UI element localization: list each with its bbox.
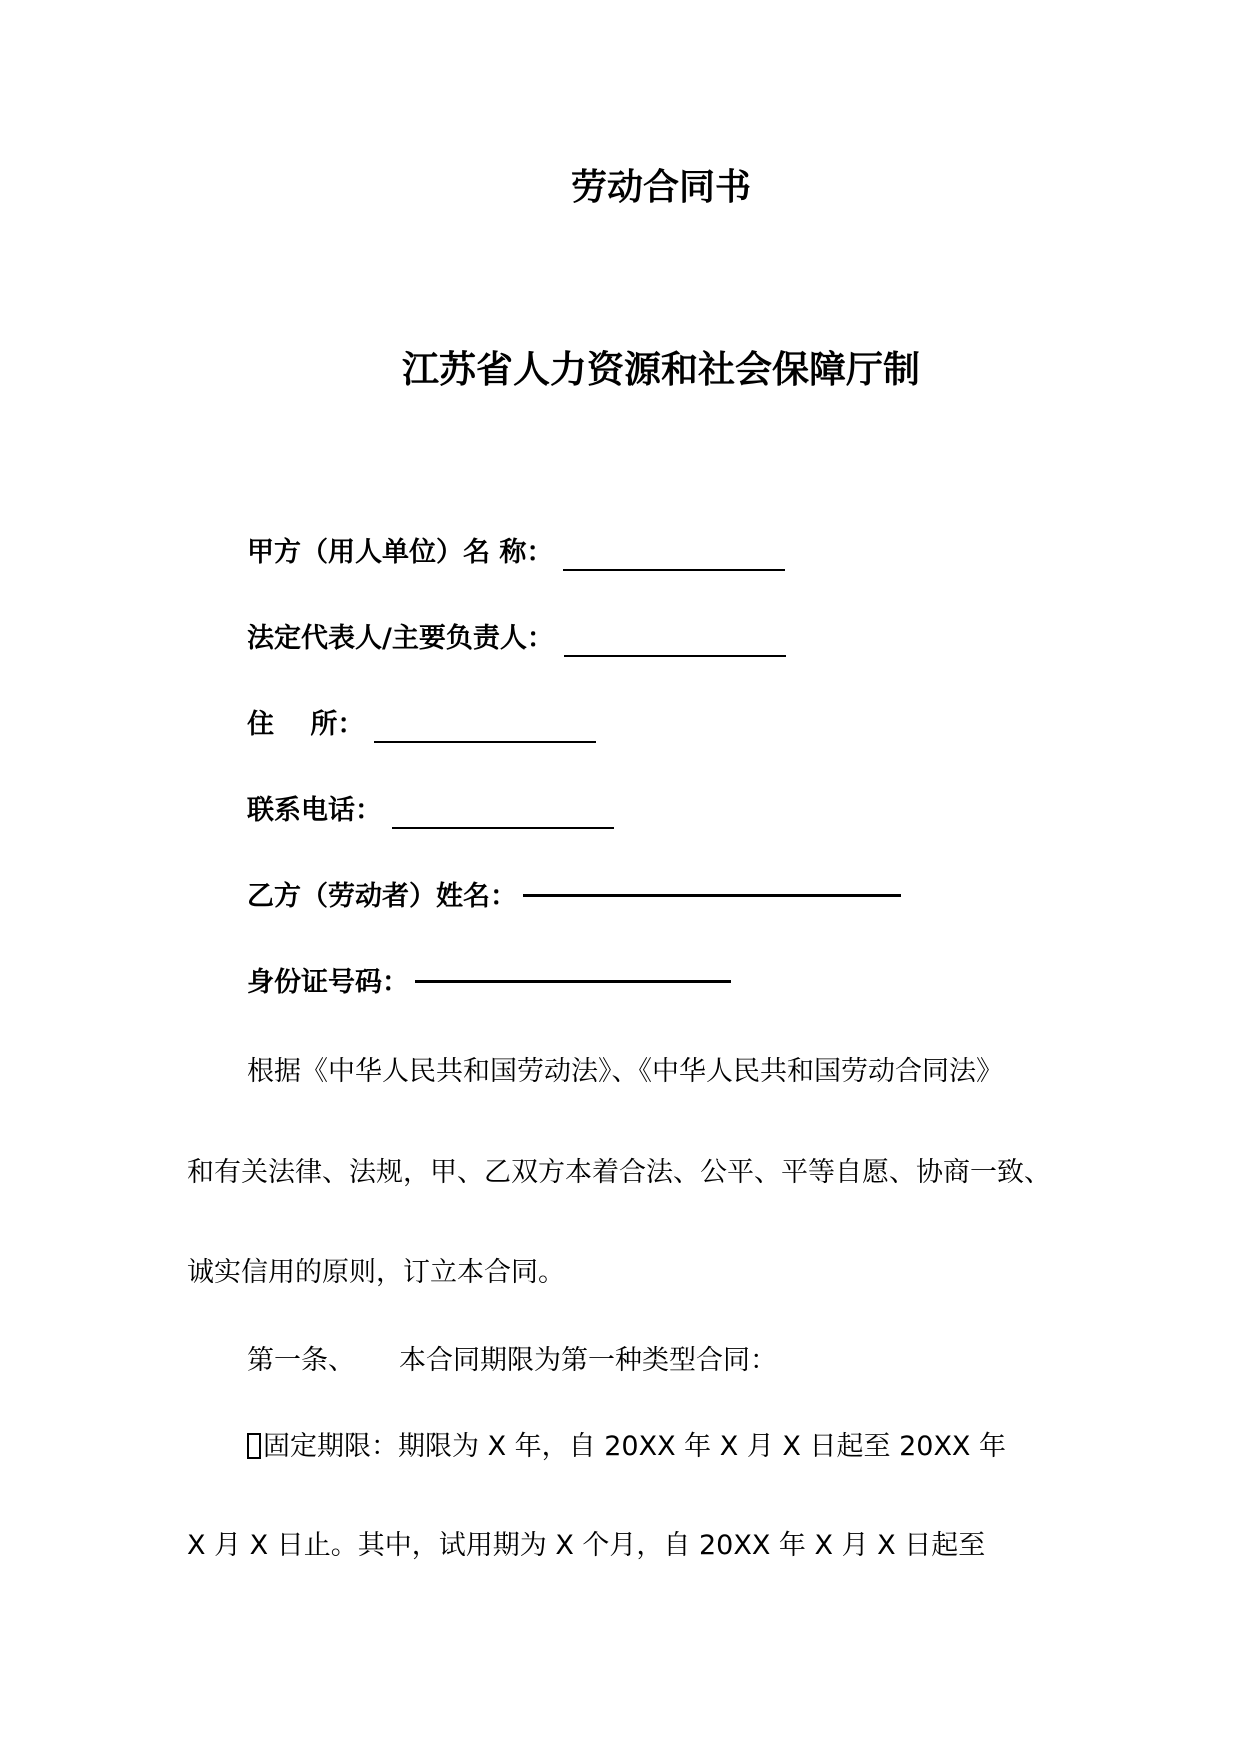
legal-rep-field (247, 621, 786, 657)
article-1 (247, 1343, 777, 1379)
fixed-term-line-2: X 月 X 日止。其中，试用期为 X 个月，自 20XX 年 X 月 X 日起至 (187, 1530, 986, 1561)
fixed-term-line-1 (247, 1429, 1006, 1465)
phone-field (247, 793, 614, 829)
article-1-number: 第一条、 (247, 1345, 355, 1376)
document-issuer: 江苏省人力资源和社会保障厅制 (402, 348, 920, 391)
id-number-blank[interactable] (415, 980, 731, 983)
preamble-line-1: 根据《中华人民共和国劳动法》、《中华人民共和国劳动合同法》 (247, 1056, 1003, 1087)
party-b-name-label: 乙方（劳动者）姓名： (247, 881, 517, 912)
id-number-label: 身份证号码： (247, 967, 409, 998)
address-field (247, 707, 596, 743)
preamble-line-2: 和有关法律、法规，甲、乙双方本着合法、公平、平等自愿、协商一致、 (187, 1157, 1051, 1188)
article-1-text: 本合同期限为第一种类型合同： (399, 1345, 777, 1376)
legal-rep-blank[interactable] (564, 625, 786, 657)
phone-label: 联系电话： (247, 795, 382, 826)
phone-blank[interactable] (392, 797, 614, 829)
address-label: 住 所： (247, 709, 365, 740)
party-a-name-field (247, 535, 785, 571)
party-a-name-blank[interactable] (563, 539, 785, 571)
fixed-term-text-1: 固定期限：期限为 X 年，自 20XX 年 X 月 X 日起至 20XX 年 (263, 1431, 1007, 1462)
address-blank[interactable] (374, 711, 596, 743)
document-title: 劳动合同书 (570, 167, 751, 208)
preamble-line-3: 诚实信用的原则，订立本合同。 (187, 1257, 565, 1288)
party-b-name-field (247, 879, 901, 915)
fixed-term-checkbox[interactable] (247, 1433, 261, 1459)
party-b-name-blank[interactable] (523, 894, 901, 897)
id-number-field (247, 965, 731, 1001)
legal-rep-label: 法定代表人/主要负责人： (247, 623, 554, 654)
party-a-name-label: 甲方（用人单位）名 称： (247, 537, 554, 568)
